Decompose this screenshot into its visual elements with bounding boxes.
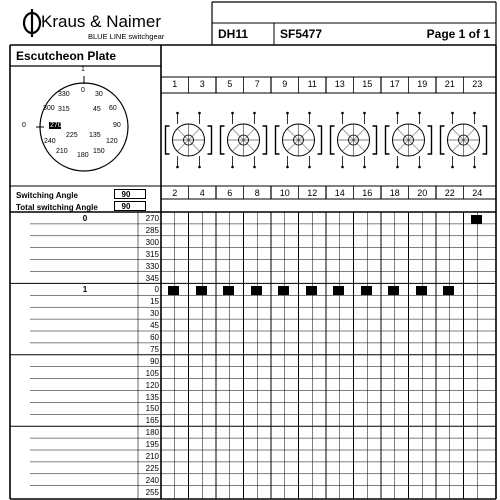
program-number: SF5477	[280, 27, 323, 41]
contact-element-icon	[441, 112, 487, 169]
angle-label: 330	[145, 261, 159, 271]
switching-angle-value: 90	[121, 190, 131, 199]
angle-label: 315	[145, 249, 159, 259]
angle-label: 15	[150, 297, 159, 307]
dial-angle-0: 0	[81, 87, 85, 94]
top-terminal-label: 11	[307, 79, 317, 89]
top-terminal-label: 3	[199, 79, 205, 89]
dial-angle-60: 60	[109, 105, 117, 112]
closed-contact-mark	[443, 286, 454, 295]
total-angle-label: Total switching Angle	[16, 203, 98, 212]
dial-angle-180: 180	[77, 152, 89, 159]
page-number: Page 1 of 1	[426, 27, 490, 41]
switch-position-label: 1	[82, 285, 88, 295]
bottom-terminal-label: 14	[334, 188, 345, 198]
dial-angle-45: 45	[93, 106, 101, 113]
angle-label: 270	[145, 214, 159, 223]
bottom-terminal-label: 2	[172, 188, 178, 198]
dial-angle-30: 30	[95, 91, 103, 98]
closed-contact-mark	[388, 286, 399, 295]
closed-contact-mark	[306, 286, 317, 295]
angle-label: 345	[145, 273, 159, 283]
closed-contact-mark	[471, 215, 482, 224]
dial-angle-225: 225	[66, 132, 78, 139]
top-terminal-label: 7	[254, 79, 260, 89]
dial-angle-330: 330	[58, 91, 70, 98]
bottom-terminal-label: 10	[279, 188, 290, 198]
dial-angle-270: 270	[50, 122, 62, 129]
angle-label: 90	[150, 356, 159, 366]
closed-contact-mark	[196, 286, 207, 295]
contact-element-icon	[166, 112, 212, 169]
angle-label: 240	[145, 475, 159, 485]
closed-contact-mark	[168, 286, 179, 295]
angle-label: 120	[145, 380, 159, 390]
dial-drawing	[26, 68, 156, 184]
top-terminal-label: 23	[472, 79, 483, 89]
angle-label: 105	[145, 368, 159, 378]
top-terminal-label: 9	[282, 79, 288, 89]
escutcheon-dial	[22, 66, 156, 184]
company-logo	[16, 4, 206, 44]
bottom-terminal-label: 4	[199, 188, 205, 198]
angle-label: 60	[150, 333, 159, 342]
switch-position-label: 0	[82, 214, 88, 223]
bottom-terminal-label: 20	[417, 188, 428, 198]
bottom-terminal-label: 16	[362, 188, 373, 198]
angle-label: 135	[145, 392, 159, 402]
top-terminal-label: 15	[362, 79, 373, 89]
angle-label: 225	[145, 463, 159, 473]
bottom-terminal-label: 6	[227, 188, 233, 198]
angle-label: 195	[145, 440, 159, 450]
company-name: Kraus & Naimer	[41, 12, 161, 31]
angle-label: 210	[145, 452, 159, 461]
closed-contact-mark	[416, 286, 427, 295]
top-terminal-label: 1	[172, 79, 178, 89]
dial-angle-135: 135	[89, 132, 101, 139]
contact-element-icon	[276, 112, 322, 169]
angle-label: 300	[145, 237, 159, 247]
contact-element-icon	[221, 112, 267, 169]
switching-angle-label: Switching Angle	[16, 191, 78, 200]
top-terminal-label: 17	[389, 79, 400, 89]
dial-position-0: 0	[22, 122, 26, 129]
contact-element-icon	[331, 112, 377, 169]
closed-contact-mark	[278, 286, 289, 295]
closed-contact-mark	[333, 286, 344, 295]
series-code: DH11	[218, 27, 249, 41]
bottom-terminal-label: 12	[307, 188, 318, 198]
angle-label: 45	[150, 321, 159, 331]
dial-angle-300: 300	[43, 105, 55, 112]
bottom-terminal-label: 24	[472, 188, 483, 198]
top-terminal-label: 19	[417, 79, 428, 89]
dial-angle-150: 150	[93, 148, 105, 155]
dial-angle-90: 90	[113, 122, 121, 129]
angle-label: 255	[145, 487, 159, 497]
dial-angle-315: 315	[58, 106, 70, 113]
total-angle-value: 90	[121, 202, 131, 211]
bottom-terminal-label: 8	[254, 188, 260, 198]
top-terminal-label: 21	[444, 79, 455, 89]
angle-label: 0	[154, 285, 159, 295]
contact-element-icon	[386, 112, 432, 169]
angle-label: 150	[145, 404, 159, 414]
bottom-terminal-label: 18	[389, 188, 400, 198]
top-terminal-label: 13	[334, 79, 345, 89]
top-terminal-label: 5	[227, 79, 233, 89]
closed-contact-mark	[251, 286, 262, 295]
dial-angle-210: 210	[56, 148, 68, 155]
dial-angle-120: 120	[106, 138, 118, 145]
angle-label: 165	[145, 416, 159, 426]
angle-label: 30	[150, 309, 159, 319]
escutcheon-title: Escutcheon Plate	[16, 49, 117, 63]
dial-angle-240: 240	[44, 138, 56, 145]
dial-position-1: 1	[81, 66, 85, 73]
closed-contact-mark	[361, 286, 372, 295]
company-tagline: BLUE LINE switchgear	[88, 32, 165, 41]
closed-contact-mark	[223, 286, 234, 295]
angle-label: 180	[145, 428, 159, 438]
angle-label: 285	[145, 225, 159, 235]
bottom-terminal-label: 22	[444, 188, 455, 198]
angle-label: 75	[150, 344, 159, 354]
